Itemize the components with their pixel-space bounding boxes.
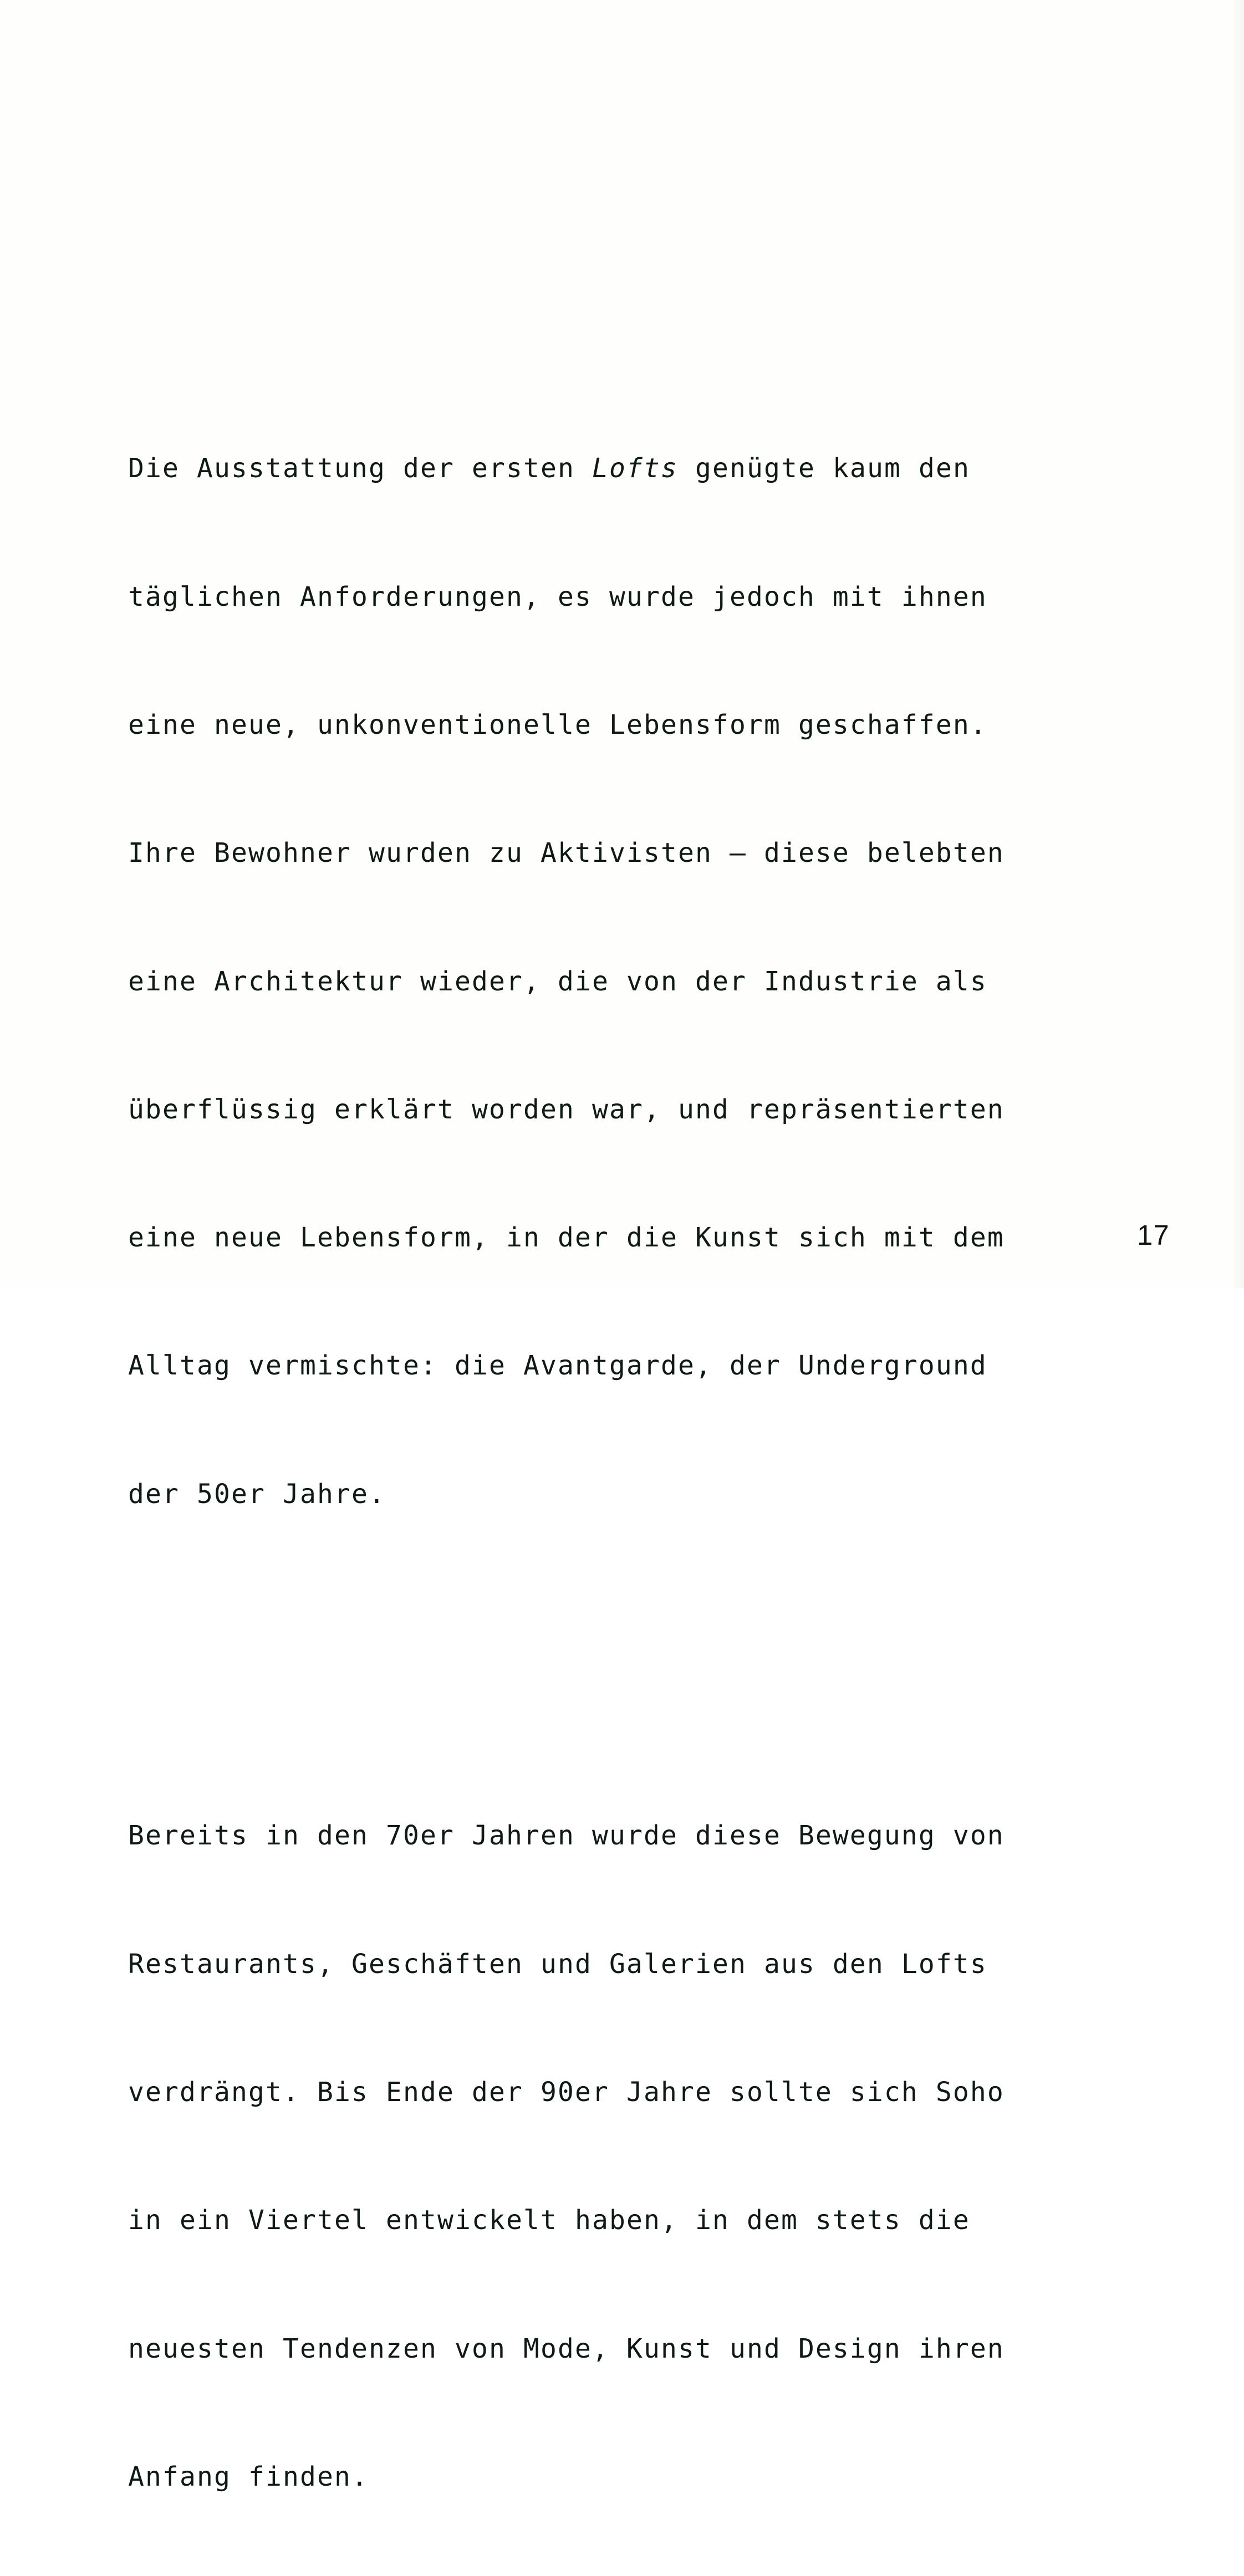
paragraph-1 <box>128 362 1005 1601</box>
text-line: Die Ausstattung der ersten Lofts genügte kaum den <box>128 453 970 484</box>
text-line: verdrängt. Bis Ende der 90er Jahre sollte sich Soho <box>128 2077 1005 2108</box>
text-line: Anfang finden. <box>128 2461 369 2492</box>
text-line: täglichen Anforderungen, es wurde jedoch mit ihnen <box>128 581 987 612</box>
body-text <box>128 234 1005 2576</box>
text-line: der 50er Jahre. <box>128 1478 386 1510</box>
text-line: Restaurants, Geschäften und Galerien aus den Lofts <box>128 1948 987 1980</box>
text-line: eine neue Lebensform, in der die Kunst sich mit dem <box>128 1222 1005 1254</box>
text-line: überflüssig erklärt worden war, und repräsentierten <box>128 1093 1005 1125</box>
text-line: in ein Viertel entwickelt haben, in dem stets die <box>128 2205 970 2236</box>
paragraph-2 <box>128 1729 1005 2576</box>
page-number: 17 <box>1137 1219 1170 1251</box>
italic-term-lofts: Lofts <box>592 453 678 484</box>
text-line: Alltag vermischte: die Avantgarde, der Underground <box>128 1350 987 1382</box>
text-line: Bereits in den 70er Jahren wurde diese Bewegung von <box>128 1820 1005 1852</box>
text-line: eine neue, unkonventionelle Lebensform geschaffen. <box>128 709 987 741</box>
text-line: Ihre Bewohner wurden zu Aktivisten – diese belebten <box>128 837 1005 869</box>
text-line: eine Architektur wieder, die von der Industrie als <box>128 965 987 997</box>
text-line: neuesten Tendenzen von Mode, Kunst und Design ihren <box>128 2333 1005 2364</box>
page-edge <box>1234 0 1244 1288</box>
